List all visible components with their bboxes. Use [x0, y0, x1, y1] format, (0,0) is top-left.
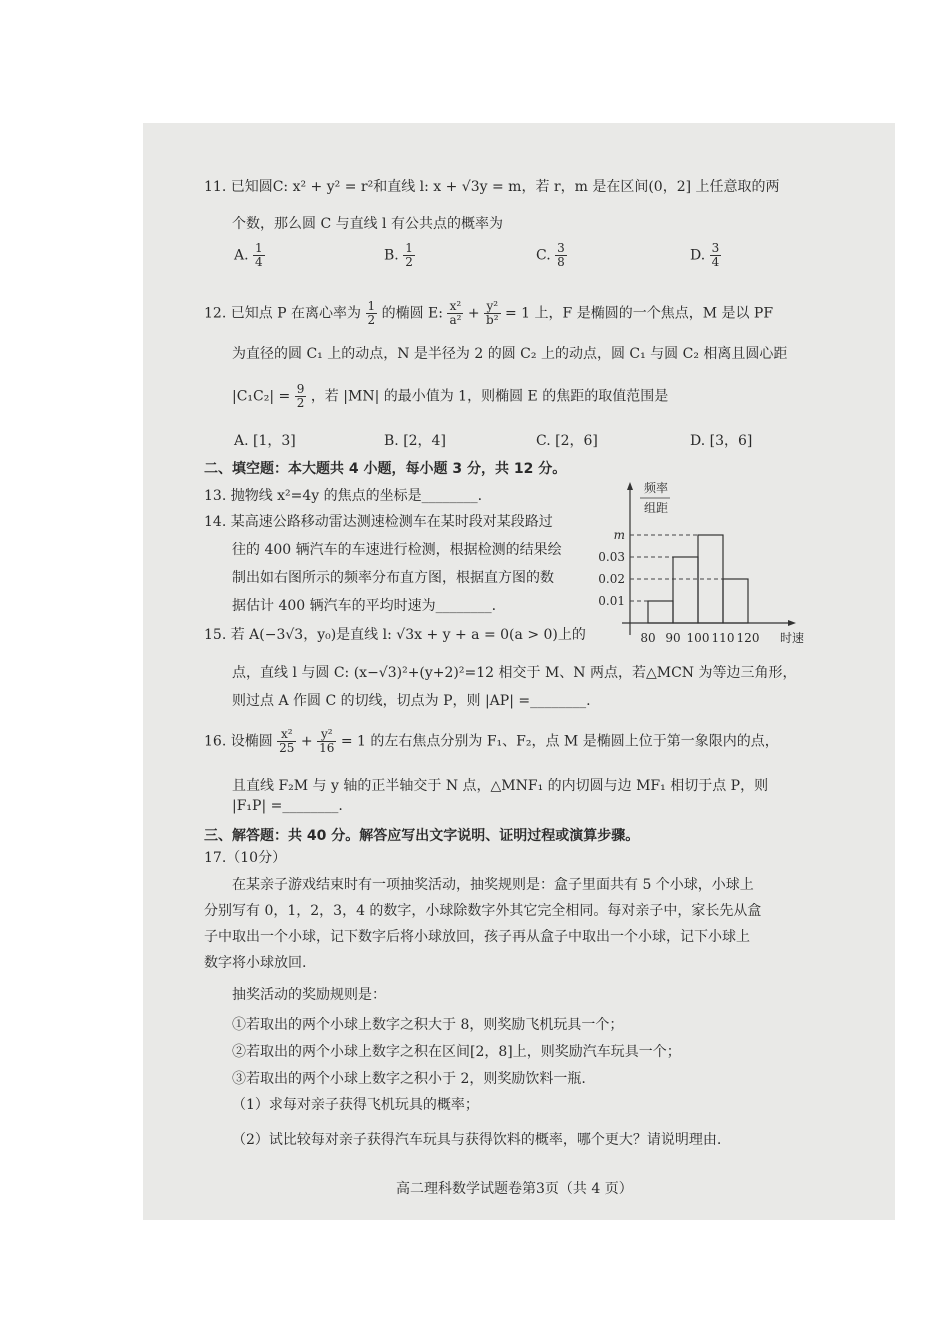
- q12-line2: 为直径的圆 C₁ 上的动点，N 是半径为 2 的圆 C₂ 上的动点，圆 C₁ 与圆 C₂ 相离且圆心距: [232, 346, 788, 362]
- q11-option-a: A. $\frac{1}{4}$: [234, 241, 263, 269]
- x-tick-label: 120: [736, 631, 760, 645]
- xlabel: 时速: [780, 631, 805, 645]
- q14-line2: 往的 400 辆汽车的车速进行检测，根据检测的结果绘: [232, 542, 562, 558]
- q12-option-a: A. [1，3]: [234, 433, 296, 449]
- q11-line2: 个数，那么圆 C 与直线 l 有公共点的概率为: [232, 216, 503, 232]
- q16-line1: 16. 设椭圆 $\frac{\text{x²}}{25}$ + $\frac{\text{y²}}{16}$ = 1 的左右焦点分别为 F₁、F₂，点 M 是椭圆上位于第一象限内的点，: [204, 727, 779, 755]
- q17-rule-3: ③若取出的两个小球上数字之积小于 2，则奖励饮料一瓶.: [232, 1071, 586, 1087]
- histogram-bar-90-100: [673, 557, 698, 623]
- q13: 13. 抛物线 x²=4y 的焦点的坐标是________.: [204, 488, 483, 504]
- q14-line1: 14. 某高速公路移动雷达测速检测车在某时段对某段路过: [204, 514, 553, 530]
- y-tick-label: 0.02: [598, 572, 625, 586]
- q15-line1: 15. 若 A(−3√3，y₀)是直线 l: √3x + y + a = 0(a > 0)上的: [204, 627, 586, 643]
- y-tick-label: 0.01: [598, 594, 625, 608]
- q17-para-1: 在某亲子游戏结束时有一项抽奖活动，抽奖规则是：盒子里面共有 5 个小球，小球上: [232, 877, 754, 893]
- histogram-y-ticks: [598, 528, 625, 608]
- x-tick-label: 80: [640, 631, 656, 645]
- q17-sub-1: （1）求每对亲子获得飞机玩具的概率；: [232, 1097, 479, 1113]
- y-tick-label: m: [613, 528, 625, 542]
- q14-line3: 制出如右图所示的频率分布直方图，根据直方图的数: [232, 570, 554, 586]
- x-tick-label: 110: [711, 631, 735, 645]
- ylabel-bottom: 组距: [644, 501, 669, 515]
- q17-sub-2: （2）试比较每对亲子获得汽车玩具与获得饮料的概率，哪个更大？请说明理由.: [232, 1132, 722, 1148]
- q17-para-3: 子中取出一个小球，记下数字后将小球放回，孩子再从盒子中取出一个小球，记下小球上: [204, 929, 750, 945]
- q11-option-b: B. $\frac{1}{2}$: [384, 241, 413, 269]
- x-tick-label: 100: [686, 631, 710, 645]
- q17-title: 17.（10分）: [204, 850, 287, 866]
- page-footer: 高二理科数学试题卷第3页（共 4 页）: [396, 1181, 633, 1197]
- q11-line1: 11. 已知圆C: x² + y² = r²和直线 l: x + √3y = m，若 r，m 是在区间(0，2] 上任意取的两: [204, 179, 780, 195]
- q16-line2: 且直线 F₂M 与 y 轴的正半轴交于 N 点，△MNF₁ 的内切圆与边 MF₁ 相切于点 P，则: [232, 778, 769, 794]
- q17-rule-2: ②若取出的两个小球上数字之积在区间[2，8]上，则奖励汽车玩具一个；: [232, 1044, 681, 1060]
- q17-para-4: 数字将小球放回.: [204, 955, 307, 971]
- q17-rule-1: ①若取出的两个小球上数字之积大于 8，则奖励飞机玩具一个；: [232, 1017, 624, 1033]
- q17-rules-title: 抽奖活动的奖励规则是：: [232, 987, 386, 1003]
- ylabel-top: 频率: [644, 481, 669, 495]
- q15-line3: 则过点 A 作圆 C 的切线，切点为 P，则 |AP| =________.: [232, 693, 591, 709]
- q17-para-2: 分别写有 0，1，2，3，4 的数字，小球除数字外其它完全相同。每对亲子中，家长先从盒: [204, 903, 762, 919]
- frequency-histogram: [592, 480, 812, 655]
- q15-line2: 点，直线 l 与圆 C: (x−√3)²+(y+2)²=12 相交于 M、N 两点，若△MCN 为等边三角形，: [232, 665, 797, 681]
- histogram-bars: [648, 535, 748, 623]
- histogram-dashed-guides: [630, 535, 723, 601]
- section-2-heading: 二、填空题：本大题共 4 小题，每小题 3 分，共 12 分。: [204, 461, 567, 477]
- q14-line4: 据估计 400 辆汽车的平均时速为________.: [232, 598, 497, 614]
- q12-option-b: B. [2，4]: [384, 433, 446, 449]
- q11-option-d: D. $\frac{3}{4}$: [690, 241, 720, 269]
- q12-line3: |C₁C₂| = $\frac{9}{2}$ ，若 |MN| 的最小值为 1，则椭圆 E 的焦距的取值范围是: [232, 382, 669, 410]
- histogram-x-ticks: [640, 631, 759, 645]
- q12-line1: 12. 已知点 P 在离心率为 $\frac{1}{2}$ 的椭圆 E: $\frac{\text{x²}}{\text{a²}}$ + $\frac{\text{y²}}{\text{b²}}$ = 1 上，F 是椭圆的一个焦点，M 是以 PF: [204, 299, 774, 327]
- q11-option-c: C. $\frac{3}{8}$: [536, 241, 565, 269]
- section-3-heading: 三、解答题：共 40 分。解答应写出文字说明、证明过程或演算步骤。: [204, 828, 640, 844]
- y-tick-label: 0.03: [598, 550, 625, 564]
- x-tick-label: 90: [665, 631, 681, 645]
- histogram-bar-110-120: [723, 579, 748, 623]
- q16-line3: |F₁P| =________.: [232, 798, 343, 814]
- q12-option-c: C. [2，6]: [536, 433, 598, 449]
- histogram-bar-80-90: [648, 601, 673, 623]
- q12-option-d: D. [3，6]: [690, 433, 753, 449]
